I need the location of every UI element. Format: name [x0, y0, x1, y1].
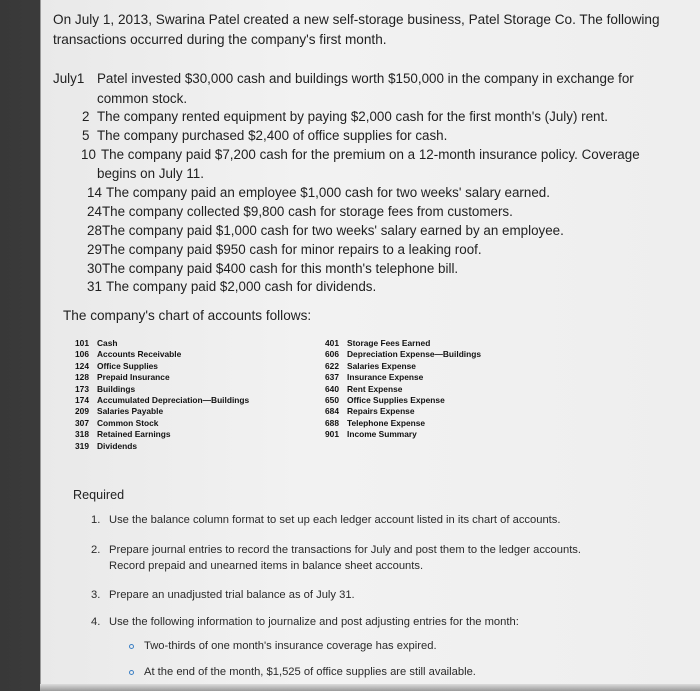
account-name: Insurance Expense [347, 372, 424, 383]
account-number: 319 [75, 440, 89, 451]
account-name: Common Stock [97, 417, 159, 428]
chart-of-accounts-intro: The company's chart of accounts follows: [63, 308, 312, 323]
bullet-icon [129, 670, 134, 675]
transaction-date: 24 [87, 204, 102, 219]
bullet-text: Two-thirds of one month's insurance coverage has expired. [144, 640, 437, 652]
requirement-text: Prepare journal entries to record the transactions for July and post them to the ledger accounts. [109, 544, 581, 556]
account-row [75, 338, 249, 349]
account-name: Office Supplies [97, 360, 158, 371]
transaction-date: 31 [87, 279, 102, 294]
transaction-text: The company paid an employee $1,000 cash for two weeks' salary earned. [106, 185, 550, 200]
transaction-date: 14 [87, 185, 102, 200]
account-number: 106 [75, 349, 89, 360]
account-row [75, 384, 249, 395]
account-number: 622 [325, 360, 339, 371]
page-bottom-edge [40, 684, 700, 691]
account-name: Telephone Expense [347, 417, 426, 428]
transaction-date: 28 [87, 223, 102, 238]
requirement-text: Use the balance column format to set up each ledger account listed in its chart of accounts. [109, 514, 561, 526]
account-number: 209 [75, 406, 89, 417]
account-number: 128 [75, 372, 89, 383]
required-heading: Required [73, 488, 125, 502]
requirement-number: 3. [91, 589, 101, 601]
chart-of-accounts [75, 338, 575, 478]
account-number: 640 [325, 383, 339, 394]
account-row [75, 361, 249, 372]
account-row [75, 429, 249, 440]
transaction-date: 5 [82, 128, 90, 143]
account-row [325, 418, 481, 429]
transaction-text: The company collected $9,800 cash for storage fees from customers. [102, 204, 513, 219]
accounts-left-column [75, 338, 249, 452]
account-name: Income Summary [347, 429, 417, 440]
account-row [75, 441, 249, 452]
transaction-date: 10 [81, 147, 96, 162]
transaction-text: The company paid $2,000 cash for dividends. [106, 279, 377, 294]
transaction-text: Patel invested $30,000 cash and buildings worth $150,000 in the company in exchange for [97, 71, 634, 86]
account-number: 124 [75, 360, 89, 371]
account-name: Salaries Payable [97, 406, 164, 417]
account-name: Buildings [97, 383, 136, 394]
account-number: 401 [325, 338, 339, 348]
account-number: 901 [325, 429, 339, 440]
account-name: Accounts Receivable [97, 349, 182, 360]
account-row [325, 395, 481, 406]
account-row [75, 372, 249, 383]
account-number: 174 [75, 395, 89, 406]
transaction-text: The company rented equipment by paying $2,000 cash for the first month's (July) rent. [97, 109, 608, 124]
bullet-item [129, 638, 669, 655]
requirement-text: Prepare an unadjusted trial balance as of July 31. [109, 589, 355, 601]
intro-paragraph: On July 1, 2013, Swarina Patel created a new self-storage business, Patel Storage Co. The following transactions occurred during the company's first month. [53, 12, 660, 47]
account-name: Storage Fees Earned [347, 338, 431, 348]
account-number: 688 [325, 417, 339, 428]
account-row [325, 349, 481, 360]
account-row [75, 418, 249, 429]
account-name: Cash [97, 338, 118, 348]
account-row [325, 338, 481, 349]
account-row [325, 384, 481, 395]
account-row [75, 406, 249, 417]
account-name: Retained Earnings [97, 429, 171, 440]
account-row [325, 406, 481, 417]
account-name: Prepaid Insurance [97, 372, 170, 383]
transaction-text: The company paid $400 cash for this month's telephone bill. [102, 261, 459, 276]
account-row [75, 349, 249, 360]
account-number: 606 [325, 349, 339, 360]
account-name: Dividends [97, 440, 138, 451]
bullet-item [129, 664, 669, 681]
bullet-text: At the end of the month, $1,525 of office supplies are still available. [144, 666, 476, 678]
transaction-date: July1 [53, 71, 85, 86]
account-name: Office Supplies Expense [347, 395, 445, 406]
requirement-number: 4. [91, 616, 101, 628]
transaction-date: 2 [82, 109, 90, 124]
account-name: Rent Expense [347, 383, 403, 394]
account-name: Repairs Expense [347, 406, 415, 417]
account-number: 650 [325, 395, 339, 406]
transaction-text: The company paid $950 cash for minor repairs to a leaking roof. [102, 242, 482, 257]
account-number: 637 [325, 372, 339, 383]
account-row [75, 395, 249, 406]
requirement-text: Use the following information to journalize and post adjusting entries for the month: [109, 616, 519, 628]
accounts-right-column [325, 338, 481, 441]
account-name: Salaries Expense [347, 360, 416, 371]
account-row [325, 361, 481, 372]
account-row [325, 372, 481, 383]
account-number: 684 [325, 406, 339, 417]
requirement-number: 2. [91, 544, 101, 556]
account-number: 307 [75, 417, 89, 428]
account-number: 318 [75, 429, 89, 440]
transaction-text: The company paid $7,200 cash for the premium on a 12-month insurance policy. Coverage [101, 147, 640, 162]
account-name: Accumulated Depreciation—Buildings [97, 395, 250, 406]
transaction-date: 30 [87, 261, 102, 276]
transaction-text: The company paid $1,000 cash for two weeks' salary earned by an employee. [102, 223, 564, 238]
transaction-text: The company purchased $2,400 of office supplies for cash. [97, 128, 448, 143]
document-page [40, 0, 700, 691]
account-name: Depreciation Expense—Buildings [347, 349, 482, 360]
requirement-text-cont: Record prepaid and unearned items in balance sheet accounts. [109, 560, 424, 572]
account-number: 173 [75, 383, 89, 394]
account-row [325, 429, 481, 440]
account-number: 101 [75, 338, 89, 348]
transaction-text-cont: begins on July 11. [97, 166, 204, 181]
requirement-number: 1. [91, 514, 101, 526]
transaction-date: 29 [87, 242, 102, 257]
bullet-icon [129, 644, 134, 649]
transaction-text-cont: common stock. [97, 91, 188, 106]
